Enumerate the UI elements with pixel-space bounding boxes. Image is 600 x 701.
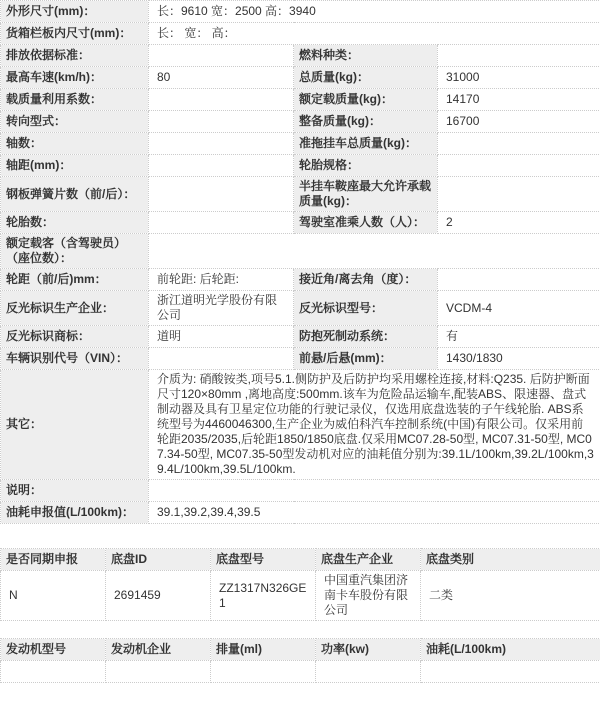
spec-label-cell: 轮距（前/后)mm： — [1, 269, 149, 291]
spec-label-cell: 燃料种类： — [294, 45, 438, 67]
spec-label-cell: 半挂车鞍座最大允许承载质量(kg)： — [294, 177, 438, 212]
spec-label-cell: 整备质量(kg)： — [294, 111, 438, 133]
spec-row — [1, 111, 600, 133]
spec-label-cell: 钢板弹簧片数（前/后）： — [1, 177, 149, 212]
spec-label-cell: 轮胎数： — [1, 212, 149, 234]
spec-value-cell: 16700 — [438, 111, 600, 133]
engine-data-cell — [421, 661, 600, 683]
spec-label-cell: 排放依据标准： — [1, 45, 149, 67]
engine-header-cell: 油耗(L/100km) — [421, 639, 600, 661]
chassis-header-cell: 底盘生产企业 — [316, 549, 421, 571]
spec-value-cell — [149, 89, 294, 111]
engine-data-cell — [1, 661, 106, 683]
engine-data-cell — [316, 661, 421, 683]
spec-row — [1, 234, 600, 269]
spec-value-cell: 长： 宽： 高： — [149, 23, 600, 45]
spec-value-cell: 14170 — [438, 89, 600, 111]
spec-label-cell: 反光标识生产企业： — [1, 291, 149, 326]
spec-value-cell — [149, 177, 294, 212]
spec-label-cell: 反光标识型号： — [294, 291, 438, 326]
spec-label-cell: 其它： — [1, 370, 149, 480]
spec-value-cell: 道明 — [149, 326, 294, 348]
spec-value-cell — [149, 212, 294, 234]
spec-label-cell: 总质量(kg)： — [294, 67, 438, 89]
spec-value-cell: 浙江道明光学股份有限公司 — [149, 291, 294, 326]
spec-value-cell: 有 — [438, 326, 600, 348]
spec-row — [1, 1, 600, 23]
vehicle-spec-table-body — [1, 1, 600, 524]
chassis-table-head — [1, 549, 600, 571]
spec-label-cell: 车辆识别代号（VIN）： — [1, 348, 149, 370]
chassis-data-cell: 中国重汽集团济南卡车股份有限公司 — [316, 571, 421, 621]
engine-header-cell: 发动机企业 — [106, 639, 211, 661]
spec-row — [1, 67, 600, 89]
spec-value-cell — [149, 155, 294, 177]
spec-label-cell: 额定载质量(kg)： — [294, 89, 438, 111]
chassis-header-cell: 底盘ID — [106, 549, 211, 571]
engine-header-cell: 功率(kw) — [316, 639, 421, 661]
spec-value-cell: 80 — [149, 67, 294, 89]
engine-data-row — [1, 661, 600, 683]
spec-value-cell: 31000 — [438, 67, 600, 89]
engine-data-cell — [211, 661, 316, 683]
spec-value-cell — [438, 177, 600, 212]
spec-row — [1, 89, 600, 111]
spec-label-cell: 准拖挂车总质量(kg)： — [294, 133, 438, 155]
chassis-data-cell: ZZ1317N326GE1 — [211, 571, 316, 621]
spec-value-cell: 2 — [438, 212, 600, 234]
engine-table-body — [1, 661, 600, 683]
spec-label-cell: 载质量利用系数： — [1, 89, 149, 111]
spec-row — [1, 177, 600, 212]
spec-label-cell: 防抱死制动系统： — [294, 326, 438, 348]
chassis-table-body — [1, 571, 600, 621]
spec-value-cell — [149, 348, 294, 370]
spec-value-cell — [438, 133, 600, 155]
spec-value-cell: 前轮距: 后轮距: — [149, 269, 294, 291]
spec-value-cell: 1430/1830 — [438, 348, 600, 370]
spec-label-cell: 接近角/离去角（度）： — [294, 269, 438, 291]
chassis-header-row — [1, 549, 600, 571]
spec-value-cell — [438, 45, 600, 67]
spec-label-cell: 轴数： — [1, 133, 149, 155]
spec-value-cell — [149, 480, 600, 502]
spec-label-cell: 轮胎规格： — [294, 155, 438, 177]
engine-header-cell: 发动机型号 — [1, 639, 106, 661]
spec-value-cell — [149, 234, 600, 269]
engine-table — [0, 638, 600, 683]
spec-row — [1, 23, 600, 45]
chassis-table — [0, 548, 600, 621]
spec-label-cell: 反光标识商标： — [1, 326, 149, 348]
spec-value-cell: VCDM-4 — [438, 291, 600, 326]
spec-label-cell: 说明： — [1, 480, 149, 502]
chassis-data-cell: 二类 — [421, 571, 600, 621]
spec-row — [1, 45, 600, 67]
chassis-data-row — [1, 571, 600, 621]
spec-row — [1, 155, 600, 177]
spec-row — [1, 269, 600, 291]
engine-table-head — [1, 639, 600, 661]
engine-header-cell: 排量(ml) — [211, 639, 316, 661]
spec-label-cell: 货箱栏板内尺寸(mm)： — [1, 23, 149, 45]
spec-label-cell: 转向型式： — [1, 111, 149, 133]
chassis-header-cell: 底盘类别 — [421, 549, 600, 571]
spec-row — [1, 291, 600, 326]
spec-row — [1, 326, 600, 348]
spec-label-cell: 最高车速(km/h)： — [1, 67, 149, 89]
spec-label-cell: 油耗申报值(L/100km)： — [1, 502, 149, 524]
engine-data-cell — [106, 661, 211, 683]
engine-header-row — [1, 639, 600, 661]
spec-row — [1, 502, 600, 524]
spec-label-cell: 驾驶室准乘人数（人）： — [294, 212, 438, 234]
spec-value-cell — [149, 111, 294, 133]
spec-value-cell — [438, 269, 600, 291]
spec-value-cell: 介质为: 硝酸铵类,项号5.1.侧防护及后防护均采用螺栓连接,材料:Q235. 后防护断面尺寸120×80mm ,离地高度:500mm.该车为危险品运输车,配装ABS、限速器、盘式制动器及具有卫星定位功能的行驶记录仪，仅选用底盘选装的子午线轮胎. ABS系统型号为4460046300,生产企业为威伯科汽车控制系统(中国)有限公司。仅采用前轮距2035/2035,后轮距1850/1850底盘.仅采用MC07.28-50型, MC07.31-50型, MC07.34-50型, MC07.35-50型发动机对应的油耗值分别为:39.1L/100km,39.2L/100km,39.4L/100km,39.5L/100km. — [149, 370, 600, 480]
spec-row — [1, 348, 600, 370]
chassis-data-cell: N — [1, 571, 106, 621]
chassis-data-cell: 2691459 — [106, 571, 211, 621]
spec-label-cell: 外形尺寸(mm)： — [1, 1, 149, 23]
spec-row — [1, 212, 600, 234]
spec-value-cell — [149, 133, 294, 155]
spec-value-cell — [149, 45, 294, 67]
spec-row — [1, 133, 600, 155]
chassis-header-cell: 底盘型号 — [211, 549, 316, 571]
spec-row — [1, 480, 600, 502]
spec-value-cell: 长：9610 宽：2500 高：3940 — [149, 1, 600, 23]
spec-row — [1, 370, 600, 480]
spec-value-cell: 39.1,39.2,39.4,39.5 — [149, 502, 600, 524]
spec-value-cell — [438, 155, 600, 177]
spec-label-cell: 轴距(mm)： — [1, 155, 149, 177]
spec-label-cell: 额定载客（含驾驶员）（座位数）： — [1, 234, 149, 269]
chassis-header-cell: 是否同期申报 — [1, 549, 106, 571]
spec-label-cell: 前悬/后悬(mm)： — [294, 348, 438, 370]
